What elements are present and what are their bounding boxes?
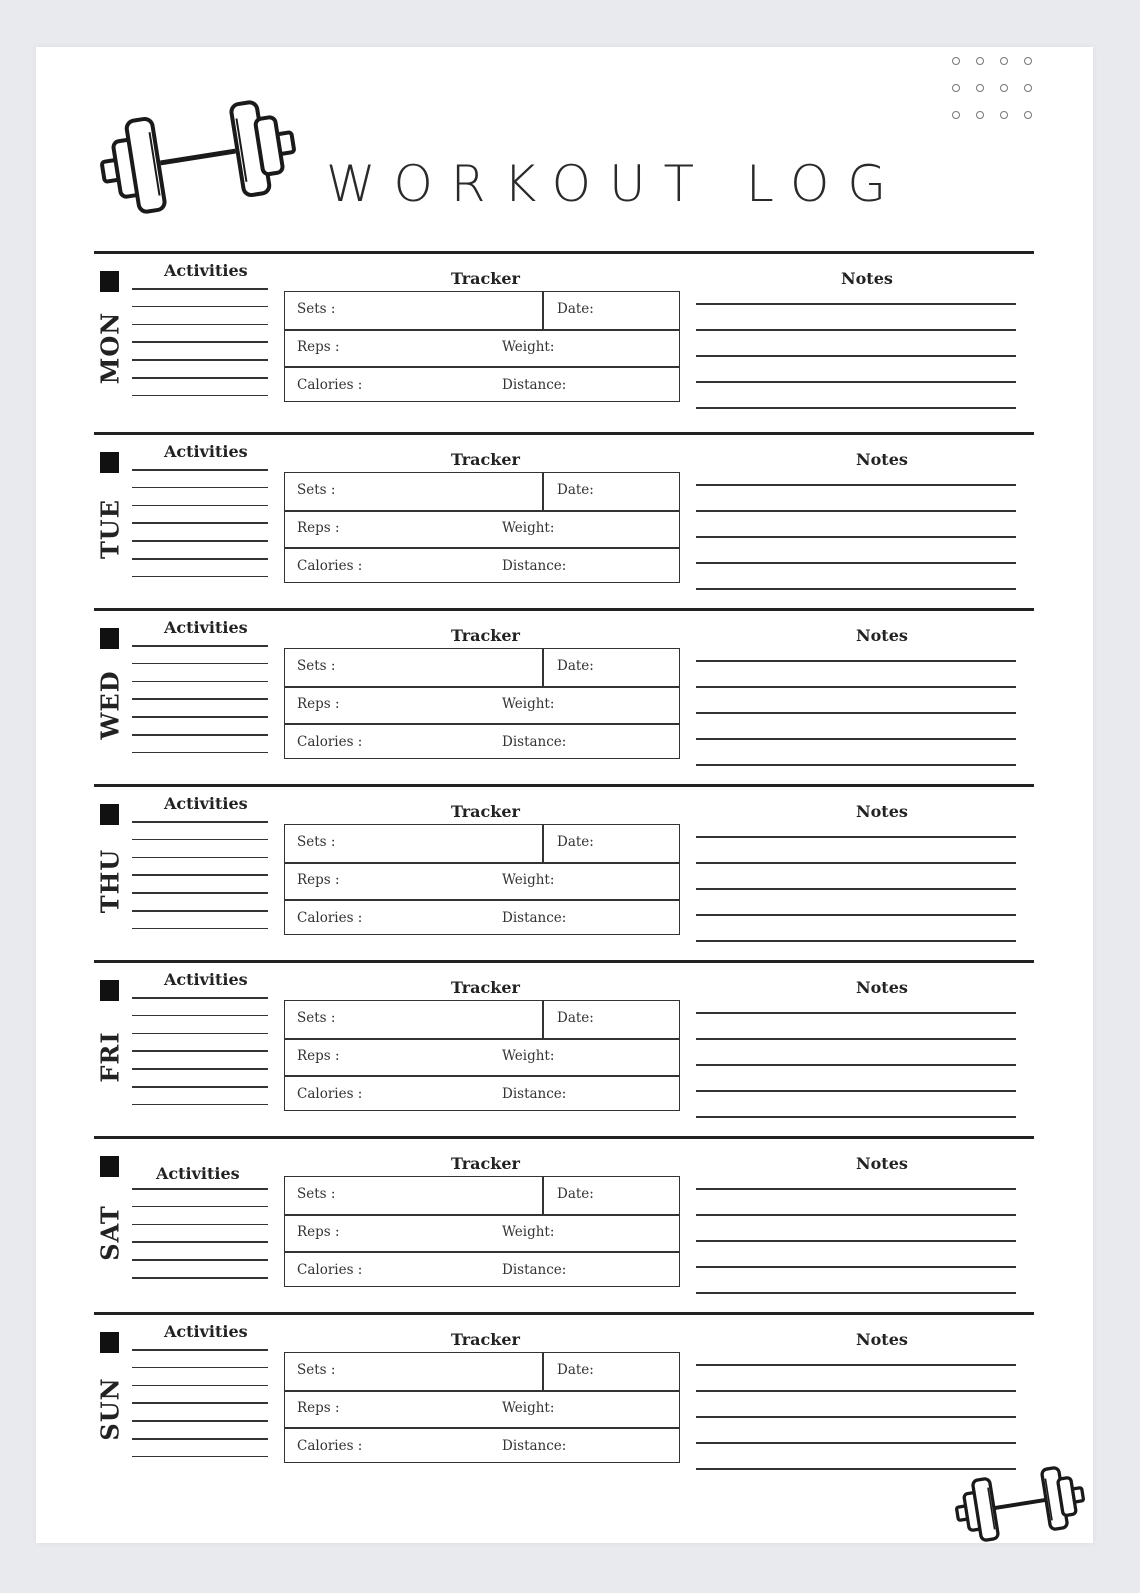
- notes-lines[interactable]: [696, 484, 1016, 614]
- row-divider: [285, 1075, 679, 1077]
- distance-field[interactable]: Distance:: [502, 1262, 567, 1278]
- tracker-label: Tracker: [451, 1154, 520, 1173]
- notes-lines[interactable]: [696, 1012, 1016, 1142]
- calories-field[interactable]: Calories :: [297, 910, 363, 926]
- section-divider: [94, 1136, 1034, 1139]
- weight-field[interactable]: Weight:: [502, 339, 555, 355]
- notes-label: Notes: [856, 802, 908, 821]
- reps-field[interactable]: Reps :: [297, 1048, 340, 1064]
- barbell-icon: [98, 97, 298, 217]
- weight-field[interactable]: Weight:: [502, 1400, 555, 1416]
- day-name: SAT: [95, 1205, 125, 1261]
- row-divider: [285, 1390, 679, 1392]
- reps-field[interactable]: Reps :: [297, 520, 340, 536]
- day-marker: [100, 452, 119, 473]
- date-field[interactable]: Date:: [557, 482, 594, 498]
- tracker-label: Tracker: [451, 1330, 520, 1349]
- reps-field[interactable]: Reps :: [297, 1224, 340, 1240]
- day-marker: [100, 980, 119, 1001]
- notes-lines[interactable]: [696, 660, 1016, 790]
- activities-lines[interactable]: [132, 288, 268, 412]
- day-name: THU: [95, 848, 125, 914]
- reps-field[interactable]: Reps :: [297, 872, 340, 888]
- section-divider: [94, 432, 1034, 435]
- distance-field[interactable]: Distance:: [502, 558, 567, 574]
- day-marker: [100, 1156, 119, 1177]
- column-divider: [542, 825, 544, 862]
- activities-lines[interactable]: [132, 645, 268, 769]
- dot-grid-decoration: [952, 57, 1048, 133]
- day-section-fri: [94, 960, 1034, 1136]
- date-field[interactable]: Date:: [557, 1186, 594, 1202]
- day-name: TUE: [95, 498, 125, 560]
- distance-field[interactable]: Distance:: [502, 1086, 567, 1102]
- day-name: MON: [95, 311, 125, 385]
- activities-lines[interactable]: [132, 1188, 268, 1295]
- row-divider: [285, 1038, 679, 1040]
- calories-field[interactable]: Calories :: [297, 734, 363, 750]
- row-divider: [285, 686, 679, 688]
- day-marker: [100, 804, 119, 825]
- column-divider: [542, 292, 544, 329]
- calories-field[interactable]: Calories :: [297, 1438, 363, 1454]
- day-name: WED: [95, 670, 125, 740]
- section-divider: [94, 960, 1034, 963]
- sets-field[interactable]: Sets :: [297, 658, 336, 674]
- calories-field[interactable]: Calories :: [297, 558, 363, 574]
- activities-label: Activities: [164, 442, 248, 461]
- row-divider: [285, 366, 679, 368]
- date-field[interactable]: Date:: [557, 834, 594, 850]
- tracker-table: [284, 1000, 680, 1111]
- tracker-label: Tracker: [451, 802, 520, 821]
- distance-field[interactable]: Distance:: [502, 910, 567, 926]
- workout-log-sheet: [36, 47, 1093, 1543]
- column-divider: [542, 1001, 544, 1038]
- reps-field[interactable]: Reps :: [297, 1400, 340, 1416]
- row-divider: [285, 899, 679, 901]
- distance-field[interactable]: Distance:: [502, 377, 567, 393]
- notes-label: Notes: [841, 269, 893, 288]
- activities-label: Activities: [156, 1164, 240, 1183]
- day-marker: [100, 628, 119, 649]
- sets-field[interactable]: Sets :: [297, 301, 336, 317]
- section-divider: [94, 608, 1034, 611]
- page-title: WORKOUT LOG: [326, 155, 905, 213]
- notes-lines[interactable]: [696, 1188, 1016, 1318]
- weight-field[interactable]: Weight:: [502, 1224, 555, 1240]
- day-marker: [100, 271, 119, 292]
- section-divider: [94, 784, 1034, 787]
- weight-field[interactable]: Weight:: [502, 520, 555, 536]
- tracker-label: Tracker: [451, 978, 520, 997]
- row-divider: [285, 547, 679, 549]
- row-divider: [285, 1214, 679, 1216]
- column-divider: [542, 1177, 544, 1214]
- distance-field[interactable]: Distance:: [502, 734, 567, 750]
- activities-lines[interactable]: [132, 997, 268, 1121]
- column-divider: [542, 473, 544, 510]
- notes-label: Notes: [856, 1330, 908, 1349]
- tracker-table: [284, 824, 680, 935]
- calories-field[interactable]: Calories :: [297, 377, 363, 393]
- activities-lines[interactable]: [132, 1349, 268, 1473]
- tracker-label: Tracker: [451, 626, 520, 645]
- row-divider: [285, 862, 679, 864]
- weight-field[interactable]: Weight:: [502, 1048, 555, 1064]
- activities-lines[interactable]: [132, 469, 268, 593]
- activities-label: Activities: [164, 261, 248, 280]
- notes-label: Notes: [856, 450, 908, 469]
- sets-field[interactable]: Sets :: [297, 482, 336, 498]
- sets-field[interactable]: Sets :: [297, 834, 336, 850]
- tracker-label: Tracker: [451, 450, 520, 469]
- activities-label: Activities: [164, 1322, 248, 1341]
- day-section-tue: [94, 432, 1034, 608]
- activities-lines[interactable]: [132, 821, 268, 945]
- date-field[interactable]: Date:: [557, 301, 594, 317]
- notes-lines[interactable]: [696, 303, 1016, 433]
- row-divider: [285, 1251, 679, 1253]
- notes-label: Notes: [856, 626, 908, 645]
- notes-label: Notes: [856, 1154, 908, 1173]
- weight-field[interactable]: Weight:: [502, 696, 555, 712]
- day-section-thu: [94, 784, 1034, 960]
- notes-label: Notes: [856, 978, 908, 997]
- activities-label: Activities: [164, 794, 248, 813]
- day-section-sun: [94, 1312, 1034, 1488]
- section-divider: [94, 1312, 1034, 1315]
- activities-label: Activities: [164, 970, 248, 989]
- day-section-mon: [94, 251, 1034, 427]
- date-field[interactable]: Date:: [557, 658, 594, 674]
- section-divider: [94, 251, 1034, 254]
- column-divider: [542, 649, 544, 686]
- notes-lines[interactable]: [696, 836, 1016, 966]
- reps-field[interactable]: Reps :: [297, 696, 340, 712]
- calories-field[interactable]: Calories :: [297, 1086, 363, 1102]
- sets-field[interactable]: Sets :: [297, 1010, 336, 1026]
- tracker-table: [284, 291, 680, 402]
- day-section-sat: [94, 1136, 1034, 1312]
- distance-field[interactable]: Distance:: [502, 1438, 567, 1454]
- tracker-label: Tracker: [451, 269, 520, 288]
- tracker-table: [284, 1352, 680, 1463]
- weight-field[interactable]: Weight:: [502, 872, 555, 888]
- sets-field[interactable]: Sets :: [297, 1362, 336, 1378]
- activities-label: Activities: [164, 618, 248, 637]
- day-name: FRI: [95, 1031, 125, 1083]
- sets-field[interactable]: Sets :: [297, 1186, 336, 1202]
- tracker-table: [284, 1176, 680, 1287]
- day-name: SUN: [95, 1377, 125, 1441]
- calories-field[interactable]: Calories :: [297, 1262, 363, 1278]
- date-field[interactable]: Date:: [557, 1010, 594, 1026]
- tracker-table: [284, 648, 680, 759]
- reps-field[interactable]: Reps :: [297, 339, 340, 355]
- tracker-table: [284, 472, 680, 583]
- date-field[interactable]: Date:: [557, 1362, 594, 1378]
- row-divider: [285, 329, 679, 331]
- row-divider: [285, 1427, 679, 1429]
- barbell-icon: [954, 1464, 1086, 1544]
- column-divider: [542, 1353, 544, 1390]
- row-divider: [285, 723, 679, 725]
- day-section-wed: [94, 608, 1034, 784]
- day-marker: [100, 1332, 119, 1353]
- row-divider: [285, 510, 679, 512]
